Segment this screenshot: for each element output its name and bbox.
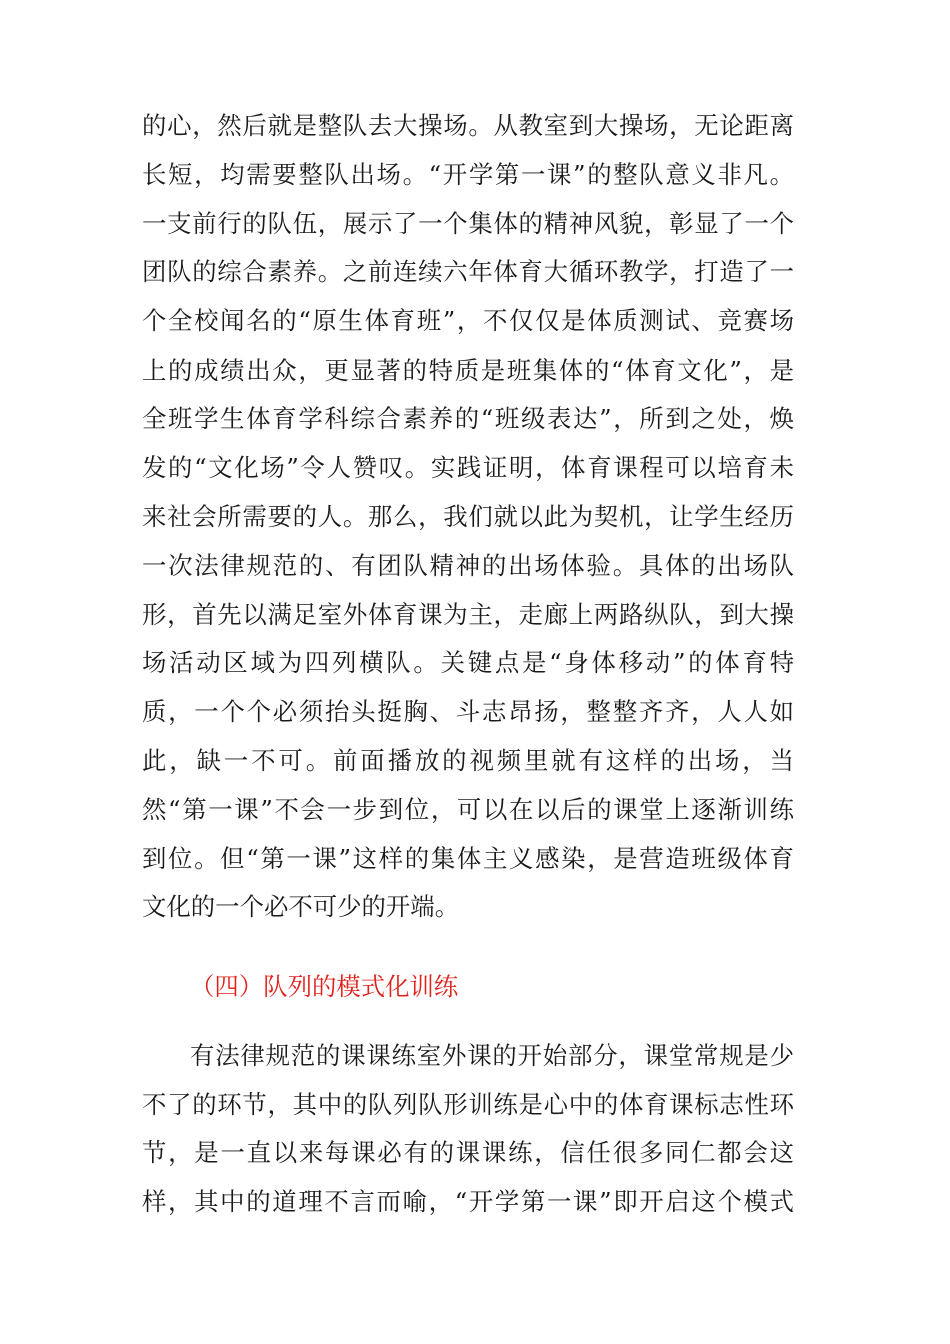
body-text-line: 的心，然后就是整队去大操场。从教室到大操场，无论距离 [142,111,794,140]
body-text-line: 来社会所需要的人。那么，我们就以此为契机，让学生经历 [142,502,794,531]
body-text-line: 形，首先以满足室外体育课为主，走廊上两路纵队，到大操 [142,600,794,629]
body-text-line: 质，一个个必须抬头挺胸、斗志昂扬，整整齐齐，人人如 [142,697,794,726]
body-text-line: 文化的一个必不可少的开端。 [142,892,460,921]
body-text-line: 此，缺一不可。前面播放的视频里就有这样的出场，当 [142,746,794,775]
body-text-line: 有法律规范的课课练室外课的开始部分，课堂常规是少 [190,1041,794,1070]
section-heading: （四）队列的模式化训练 [190,972,459,1001]
body-text-line: 节，是一直以来每课必有的课课练，信任很多同仁都会这 [142,1138,794,1167]
body-text-line: 发的“文化场”令人赞叹。实践证明，体育课程可以培育未 [142,453,794,482]
body-text-line: 然“第一课”不会一步到位，可以在以后的课堂上逐渐训练 [142,795,794,824]
body-text-line: 到位。但“第一课”这样的集体主义感染，是营造班级体育 [142,844,794,873]
body-text-line: 全班学生体育学科综合素养的“班级表达”，所到之处，焕 [142,404,794,433]
body-text-line: 一次法律规范的、有团队精神的出场体验。具体的出场队 [142,551,794,580]
body-text-line: 样，其中的道理不言而喻，“开学第一课”即开启这个模式 [142,1187,794,1216]
body-text-line: 长短，均需要整队出场。“开学第一课”的整队意义非凡。 [142,160,794,189]
body-text-line: 不了的环节，其中的队列队形训练是心中的体育课标志性环 [142,1090,794,1119]
body-text-line: 场活动区域为四列横队。关键点是“身体移动”的体育特 [142,648,794,677]
body-text-line: 团队的综合素养。之前连续六年体育大循环教学，打造了一 [142,257,794,286]
body-text-line: 个全校闻名的“原生体育班”，不仅仅是体质测试、竞赛场 [142,306,794,335]
body-text-line: 一支前行的队伍，展示了一个集体的精神风貌，彰显了一个 [142,209,794,238]
body-text-line: 上的成绩出众，更显著的特质是班集体的“体育文化”，是 [142,356,794,385]
